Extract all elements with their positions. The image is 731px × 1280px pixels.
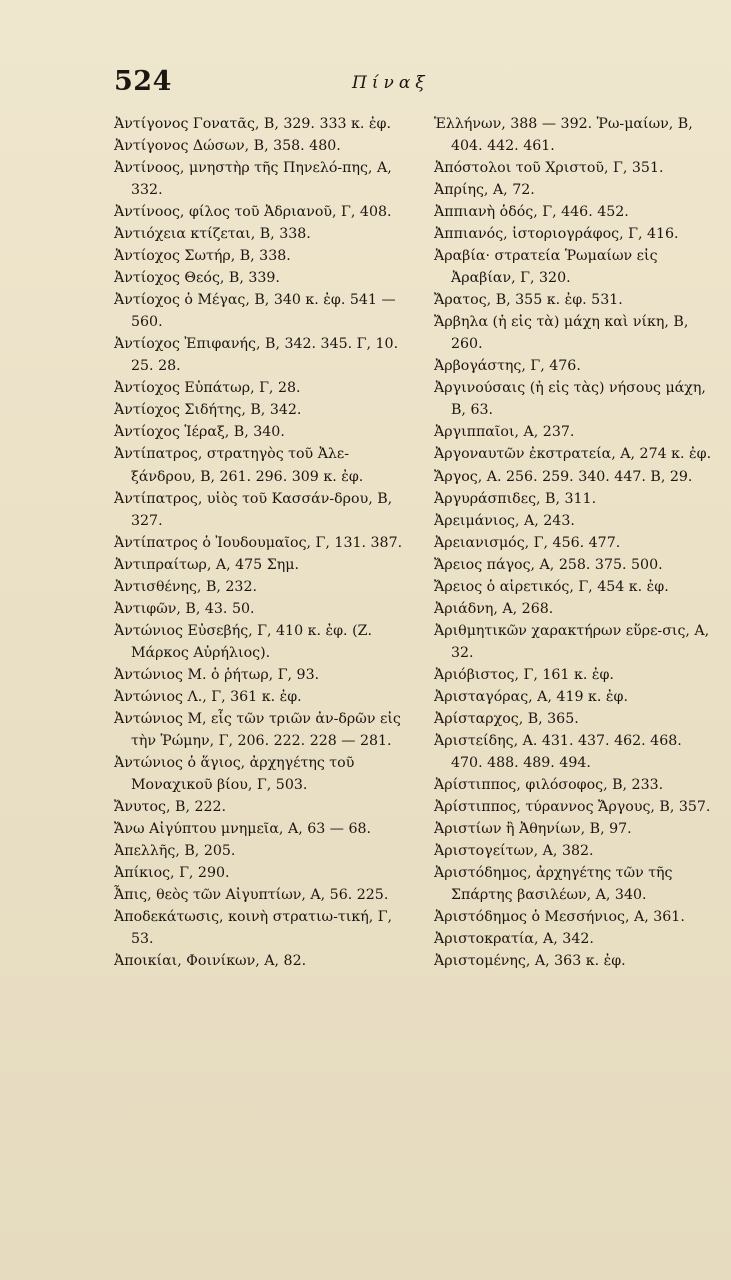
index-entry: Ἀρίσταρχος, Β, 365.: [434, 710, 579, 727]
index-entry: Ἀρίστιππος, τύραννος Ἄργους, Β, 357.: [434, 798, 711, 815]
index-entry: Ἀντιφῶν, Β, 43. 50.: [114, 600, 255, 617]
index-entry: Ἀντισθένης, Β, 232.: [114, 578, 257, 595]
index-entry: Ἄνυτος, Β, 222.: [114, 798, 227, 815]
index-entry: Ἀργινούσαις (ἡ εἰς τὰς) νήσους μάχη, Β, 63.: [434, 380, 706, 419]
page-number: 524: [114, 66, 172, 97]
index-entry: Ἀντίοχος Σιδήτης, Β, 342.: [114, 402, 302, 419]
index-column-right: [434, 113, 716, 972]
index-entry: Ἀπίκιος, Γ, 290.: [114, 865, 230, 882]
index-entry: Ἀρειανισμός, Γ, 456. 477.: [434, 534, 621, 551]
index-entry: Ἄρατος, Β, 355 κ. ἐφ. 531.: [434, 292, 623, 309]
index-entry: Ἀππιανός, ἱστοριογράφος, Γ, 416.: [434, 226, 679, 243]
index-entry: Ἀντιόχεια κτίζεται, Β, 338.: [114, 226, 311, 243]
index-entry: Ἀρβογάστης, Γ, 476.: [434, 358, 581, 375]
index-entry: Ἀντώνιος Μ. ὁ ῥήτωρ, Γ, 93.: [114, 666, 320, 683]
index-entry: Ἀπελλῆς, Β, 205.: [114, 843, 236, 860]
index-entry: Ἀρίστιππος, φιλόσοφος, Β, 233.: [434, 776, 664, 793]
index-entry: Ἀντώνιος ὁ ἅγιος, ἀρχηγέτης τοῦ Μοναχικοῦ βίου, Γ, 503.: [114, 754, 355, 793]
index-entry: Ἀριστόδημος ὁ Μεσσήνιος, Α, 361.: [434, 909, 685, 926]
index-entry: Ἑλλήνων, 388 — 392. Ῥω-μαίων, Β, 404. 442. 461.: [434, 116, 693, 155]
index-entry: Ἀποδεκάτωσις, κοινὴ στρατιω-τική, Γ, 53.: [114, 909, 393, 948]
index-entry: Ἀντίοχος Ἐπιφανής, Β, 342. 345. Γ, 10. 25. 28.: [114, 336, 399, 375]
index-entry: Ἀριστοκρατία, Α, 342.: [434, 931, 594, 948]
index-entry: Ἀντώνιος Εὐσεβής, Γ, 410 κ. ἐφ. (Ζ. Μάρκος Αὐρήλιος).: [114, 622, 372, 661]
index-entry: Ἀντίπατρος ὁ Ἰουδουμαῖος, Γ, 131. 387.: [114, 534, 403, 551]
index-entry: Ἀντίνοος, μνηστὴρ τῆς Πηνελό-πης, Α, 332.: [114, 160, 392, 199]
index-entry: Ἀντίνοος, φίλος τοῦ Ἀδριανοῦ, Γ, 408.: [114, 204, 392, 221]
index-entry: Ἀντώνιος Μ, εἷς τῶν τριῶν ἀν-δρῶν εἰς τὴν Ῥώμην, Γ, 206. 222. 228 — 281.: [114, 710, 401, 749]
page-header: [114, 66, 604, 106]
index-entry: Ἀρισταγόρας, Α, 419 κ. ἐφ.: [434, 688, 628, 705]
index-entry: Ἀποικίαι, Φοινίκων, Α, 82.: [114, 953, 307, 970]
index-entry: Ἄργος, Α. 256. 259. 340. 447. Β, 29.: [434, 468, 693, 485]
index-entry: Ἄρειος ὁ αἱρετικός, Γ, 454 κ. ἐφ.: [434, 578, 669, 595]
index-entry: Ἀντίοχος Εὐπάτωρ, Γ, 28.: [114, 380, 301, 397]
index-entry: Ἀπόστολοι τοῦ Χριστοῦ, Γ, 351.: [434, 160, 664, 177]
index-entry: Ἆπις, θεὸς τῶν Αἰγυπτίων, Α, 56. 225.: [114, 887, 389, 904]
index-entry: Ἀριστόδημος, ἀρχηγέτης τῶν τῆς Σπάρτης βασιλέων, Α, 340.: [434, 865, 673, 904]
index-entry: Ἀππιανὴ ὁδός, Γ, 446. 452.: [434, 204, 629, 221]
index-entry: Ἀντίγονος Γονατᾶς, Β, 329. 333 κ. ἐφ.: [114, 116, 391, 132]
running-title: Πίναξ: [352, 73, 430, 93]
index-column-left: [114, 113, 406, 972]
index-entry: Ἄρβηλα (ἡ εἰς τὰ) μάχη καὶ νίκη, Β, 260.: [434, 314, 689, 353]
index-entry: Ἀντίοχος ὁ Μέγας, Β, 340 κ. ἐφ. 541 — 560.: [114, 292, 396, 331]
index-entry: Ἀντίπατρος, στρατηγὸς τοῦ Ἀλε-ξάνδρου, Β, 261. 296. 309 κ. ἐφ.: [114, 446, 364, 485]
index-entry: Ἀριθμητικῶν χαρακτήρων εὕρε-σις, Α, 32.: [434, 622, 710, 661]
index-entry: Ἀπρίης, Α, 72.: [434, 182, 535, 199]
index-entry: Ἀριστομένης, Α, 363 κ. ἐφ.: [434, 953, 626, 970]
index-entry: Ἀντίοχος Ἱέραξ, Β, 340.: [114, 424, 285, 441]
index-entry: Ἄρειος πάγος, Α, 258. 375. 500.: [434, 556, 663, 573]
index-entry: Ἀριστίων ἢ Ἀθηνίων, Β, 97.: [434, 821, 632, 837]
index-entry: Ἀντιπραίτωρ, Α, 475 Σημ.: [114, 556, 299, 573]
index-entry: Ἄνω Αἰγύπτου μνημεῖα, Α, 63 — 68.: [114, 821, 372, 837]
index-entry: Ἀριστογείτων, Α, 382.: [434, 843, 594, 860]
index-entry: Ἀντίγονος Δώσων, Β, 358. 480.: [114, 138, 341, 155]
index-entry: Ἀντίοχος Σωτήρ, Β, 338.: [114, 248, 291, 265]
index-entry: Ἀρειμάνιος, Α, 243.: [434, 512, 575, 529]
index-entry: Ἀραβία· στρατεία Ῥωμαίων εἰς Ἀραβίαν, Γ, 320.: [434, 248, 658, 287]
index-entry: Ἀργυράσπιδες, Β, 311.: [434, 490, 597, 507]
index-entry: Ἀντίπατρος, υἱὸς τοῦ Κασσάν-δρου, Β, 327.: [114, 490, 393, 529]
index-entry: Ἀντίοχος Θεός, Β, 339.: [114, 270, 280, 287]
index-entry: Ἀριάδνη, Α, 268.: [434, 600, 554, 617]
index-entry: Ἀντώνιος Λ., Γ, 361 κ. ἐφ.: [114, 688, 302, 705]
index-entry: Ἀριστείδης, Α. 431. 437. 462. 468. 470. 488. 489. 494.: [434, 732, 682, 771]
index-entry: Ἀριόβιστος, Γ, 161 κ. ἐφ.: [434, 666, 614, 683]
index-entry: Ἀργοναυτῶν ἐκστρατεία, Α, 274 κ. ἐφ.: [434, 446, 712, 463]
index-entry: Ἀργιππαῖοι, Α, 237.: [434, 424, 575, 441]
